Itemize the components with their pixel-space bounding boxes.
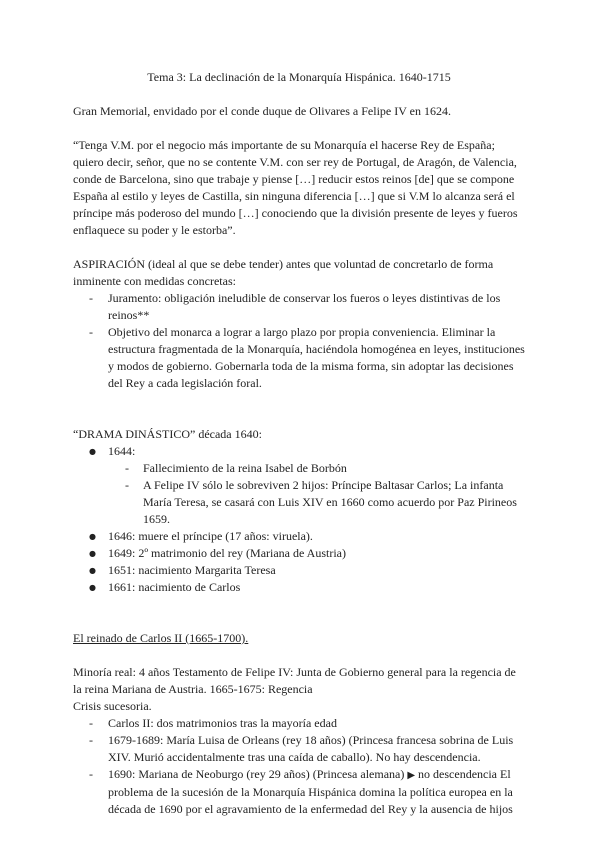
- list-item: - Carlos II: dos matrimonios tras la mayoría edad: [73, 715, 525, 732]
- arrow-right-icon: ▶: [407, 770, 416, 781]
- drama-sublist: [73, 460, 525, 528]
- list-item: - Juramento: obligación ineludible de conservar los fueros o leyes distintivas de los reinos**: [73, 290, 525, 324]
- list-item: ● 1651: nacimiento Margarita Teresa: [73, 562, 525, 579]
- drama-heading: “DRAMA DINÁSTICO” década 1640:: [73, 427, 262, 441]
- page-title: Tema 3: La declinación de la Monarquía Hispánica. 1640-1715: [147, 70, 451, 84]
- carlos-list: [73, 715, 525, 818]
- list-item-1644: ● 1644:: [73, 443, 525, 460]
- minoria-paragraph: Minoría real: 4 años Testamento de Felipe IV: Junta de Gobierno general para la regencia de la reina Mariana de Austria. 1665-1675: Regencia: [73, 665, 516, 696]
- list-item: - 1679-1689: María Luisa de Orleans (rey 18 años) (Princesa francesa sobrina de Luis XIV. Murió accidentalmente tras una caída de caballo). No hay descendencia.: [73, 732, 525, 766]
- drama-list-years: [73, 528, 525, 596]
- document-content: [73, 69, 525, 818]
- aspiracion-list: [73, 290, 525, 392]
- crisis-line: Crisis sucesoria.: [73, 699, 152, 713]
- memorial-line: Gran Memorial, envidado por el conde duque de Olivares a Felipe IV en 1624.: [73, 104, 451, 118]
- list-item: ● 1649: 2º matrimonio del rey (Mariana de Austria): [73, 545, 525, 562]
- olivares-quote: “Tenga V.M. por el negocio más importante de su Monarquía el hacerse Rey de España; quiero decir, señor, que no se contente V.M. con ser rey de Portugal, de Aragón, de Valencia, conde de Barcelona, sino que trabaje y piense […] reducir estos reinos [de] que se compone España al estilo y leyes de Castilla, sin ninguna diferencia […] que si V.M lo alcanza será el príncipe más poderoso del mundo […] conociendo que la división presente de leyes y fueros enflaquece su poder y le estorba”.: [73, 138, 518, 237]
- drama-list: [73, 443, 525, 460]
- list-item-text: no descendencia El problema de la sucesión de la Monarquía Hispánica domina la política europea en la década de 1690 por el agravamiento de la enfermedad del Rey y la ausencia de hijos: [108, 767, 513, 816]
- list-item: - Objetivo del monarca a lograr a largo plazo por propia conveniencia. Eliminar la estructura fragmentada de la Monarquía, haciéndola homogénea en leyes, instituciones y modos de gobierno. Gobernarla toda de la misma forma, sin adoptar las decisiones del Rey a cada legislación foral.: [73, 324, 525, 392]
- carlos-heading: El reinado de Carlos II (1665-1700).: [73, 631, 249, 645]
- list-item: - A Felipe IV sólo le sobreviven 2 hijos: Príncipe Baltasar Carlos; La infanta María Teresa, se casará con Luis XIV en 1660 como acuerdo por Paz Pirineos 1659.: [108, 477, 525, 528]
- list-item: ● 1646: muere el príncipe (17 años: viruela).: [73, 528, 525, 545]
- list-item: [73, 766, 525, 818]
- aspiracion-heading: ASPIRACIÓN (ideal al que se debe tender) antes que voluntad de concretarlo de forma inminente con medidas concretas:: [73, 257, 494, 288]
- list-item: - Fallecimiento de la reina Isabel de Borbón: [108, 460, 525, 477]
- list-item: ● 1661: nacimiento de Carlos: [73, 579, 525, 596]
- list-item-text: 1690: Mariana de Neoburgo (rey 29 años) (Princesa alemana): [108, 767, 405, 781]
